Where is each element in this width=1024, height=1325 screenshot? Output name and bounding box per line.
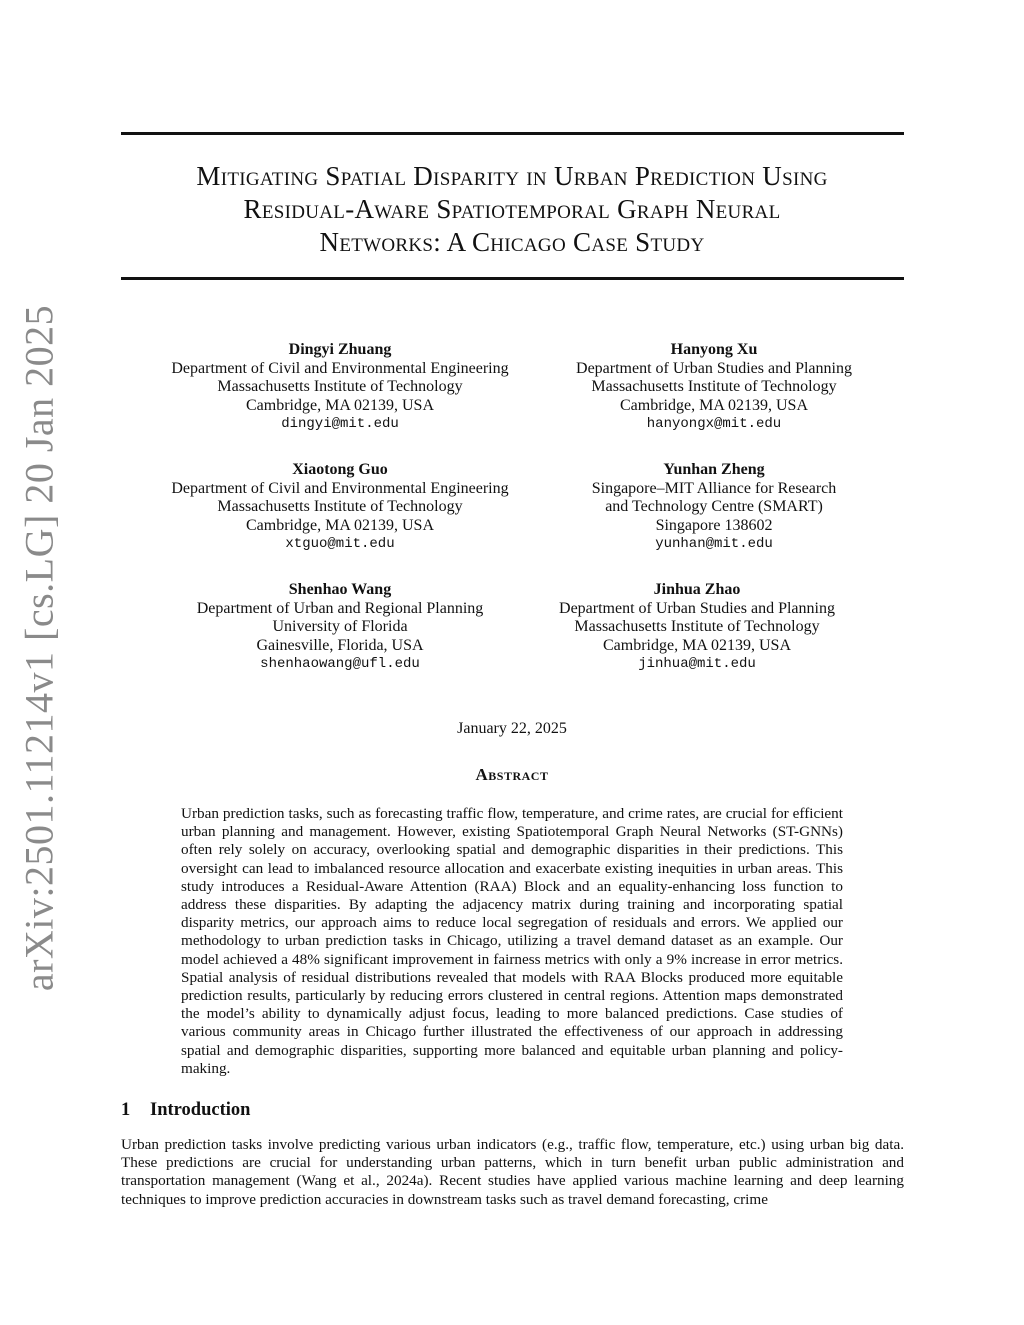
author-email[interactable]: xtguo@mit.edu [285,536,395,552]
author-block [150,461,530,554]
author-affiliation: Department of Urban Studies and Planning [576,359,852,377]
section-title: Introduction [150,1100,251,1120]
author-affiliation: Gainesville, Florida, USA [256,636,424,654]
author-affiliation: Cambridge, MA 02139, USA [603,636,791,654]
title-line: Mitigating Spatial Disparity in Urban Prediction Using [196,161,828,191]
author-affiliation: Cambridge, MA 02139, USA [246,516,434,534]
author-email[interactable]: yunhan@mit.edu [655,536,773,552]
author-block [507,581,887,674]
author-affiliation: Cambridge, MA 02139, USA [620,396,808,414]
section-number: 1 [121,1100,131,1120]
title-line: Residual-Aware Spatiotemporal Graph Neural [243,194,781,224]
author-name: Dingyi Zhuang [288,341,392,358]
author-affiliation: Department of Urban and Regional Planning [196,599,484,617]
section-heading [121,1100,250,1121]
author-block [150,341,530,434]
abstract-heading: Abstract [475,765,549,784]
title-line: Networks: A Chicago Case Study [319,227,705,257]
author-email[interactable]: dingyi@mit.edu [281,416,399,432]
author-affiliation: Massachusetts Institute of Technology [217,378,463,395]
section-body: Urban prediction tasks involve predicting various urban indicators (e.g., traffic flow, temperature, etc.) using urban big data. These predictions are crucial for understanding urban patterns, which in turn benefit urban public administration and transportation management (Wang et al., 2024a). Recent studies have applied various machine learning and deep learning techniques to improve prediction accuracies in downstream tasks such as travel demand forecasting, crime [121,1136,904,1208]
author-affiliation: Massachusetts Institute of Technology [574,618,820,635]
author-block [524,461,904,554]
author-name: Hanyong Xu [670,341,758,358]
author-affiliation: Massachusetts Institute of Technology [217,498,463,515]
author-email[interactable]: hanyongx@mit.edu [646,416,782,432]
author-affiliation: Cambridge, MA 02139, USA [246,396,434,414]
author-name: Xiaotong Guo [292,461,388,478]
paper-title [100,160,924,259]
author-affiliation: University of Florida [272,618,408,635]
author-name: Shenhao Wang [288,581,392,598]
author-email[interactable]: shenhaowang@ufl.edu [260,656,420,672]
title-rule-bottom [121,277,904,280]
author-affiliation: Department of Civil and Environmental Engineering [171,359,509,377]
author-affiliation: Department of Civil and Environmental Engineering [171,479,509,497]
author-name: Jinhua Zhao [653,581,741,598]
author-block [524,341,904,434]
abstract-text: Urban prediction tasks, such as forecasting traffic flow, temperature, and crime rates, are crucial for efficient urban planning and management. However, existing Spatiotemporal Graph Neural Networks (ST-GNNs) often rely solely on accuracy, overlooking spatial and demographic disparities in their predictions. This oversight can lead to imbalanced resource allocation and exacerbate existing inequities in urban areas. This study introduces a Residual-Aware Attention (RAA) Block and an equality-enhancing loss function to address these disparities. By adapting the adjacency matrix during training and incorporating spatial disparity metrics, our approach aims to reduce local segregation of residuals and errors. We applied our methodology to urban prediction tasks in Chicago, utilizing a travel demand dataset as an example. Our model achieved a 48% significant improvement in fairness metrics with only a 9% increase in error metrics. Spatial analysis of residual distributions revealed that models with RAA Blocks produced more equitable prediction results, particularly by reducing errors clustered in central regions. Attention maps demonstrated the model’s ability to dynamically adjust focus, leading to more balanced predictions. Case studies of various community areas in Chicago further illustrated the effectiveness of our approach in addressing spatial and demographic disparities, supporting more balanced and equitable urban planning and policy-making. [181,805,843,1077]
author-email[interactable]: jinhua@mit.edu [638,656,756,672]
title-rule-top [121,132,904,135]
author-name: Yunhan Zheng [663,461,765,478]
paper-date: January 22, 2025 [457,720,567,737]
author-affiliation: Department of Urban Studies and Planning [559,599,835,617]
author-affiliation: and Technology Centre (SMART) [605,498,823,515]
author-block [150,581,530,674]
author-affiliation: Massachusetts Institute of Technology [591,378,837,395]
arxiv-stamp: arXiv:2501.11214v1 [cs.LG] 20 Jan 2025 [16,304,62,992]
author-affiliation: Singapore–MIT Alliance for Research [591,479,837,497]
author-affiliation: Singapore 138602 [655,516,773,534]
